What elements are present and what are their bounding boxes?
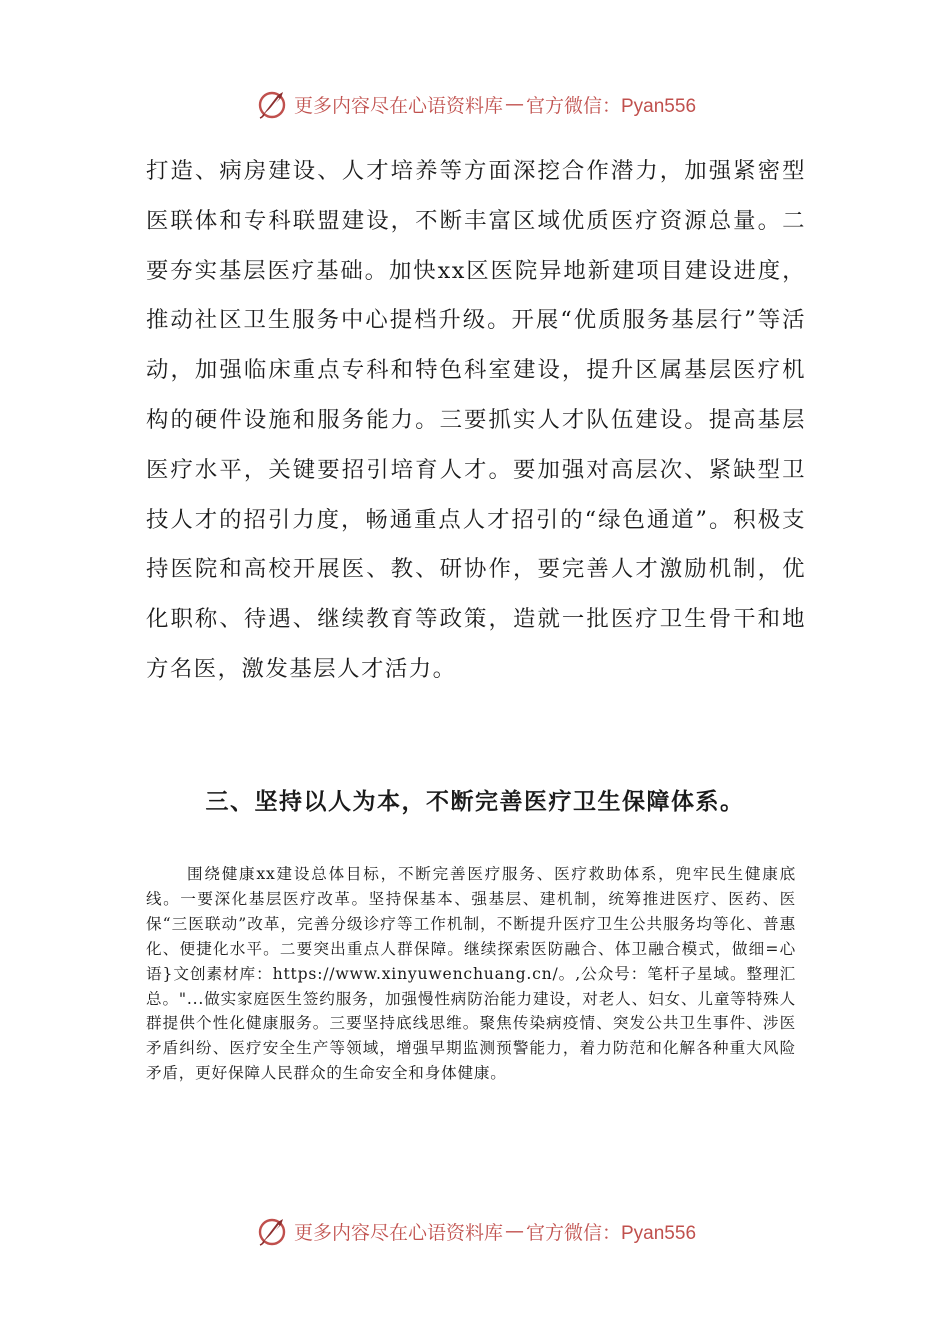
- footer-banner: [0, 1211, 950, 1251]
- header-banner: [0, 84, 950, 124]
- banner-separator: —: [505, 1220, 524, 1242]
- section-paragraph: 围绕健康xx建设总体目标，不断完善医疗服务、医疗救助体系，兜牢民生健康底线。一要深化基层医疗改革。坚持保基本、强基层、建机制，统筹推进医疗、医药、医保“三医联动”改革，完善分级诊疗等工作机制，不断提升医疗卫生公共服务均等化、普惠化、便捷化水平。二要突出重点人群保障。继续探索医防融合、体卫融合模式，做细=心语}文创素材库：https://www.xinyuwenchuang.cn/。,公众号：笔杆子星域。整理汇总。"...做实家庭医生签约服务，加强慢性病防治能力建设，对老人、妇女、儿童等特殊人群提供个性化健康服务。三要坚持底线思维。聚焦传染病疫情、突发公共卫生事件、涉医矛盾纠纷、医疗安全生产等领域，增强早期监测预警能力，着力防范和化解各种重大风险矛盾，更好保障人民群众的生命安全和身体健康。: [146, 865, 796, 1083]
- banner-brand: 更多内容尽在心语资料库: [293, 1221, 503, 1244]
- banner-separator: —: [505, 93, 524, 115]
- quill-pen-logo-icon: [254, 1213, 290, 1249]
- continued-paragraph: 打造、病房建设、人才培养等方面深挖合作潜力，加强紧密型医联体和专科联盟建设，不断丰富区域优质医疗资源总量。二要夯实基层医疗基础。加快xx区医院异地新建项目建设进度，推动社区卫生服务中心提档升级。开展“优质服务基层行”等活动，加强临床重点专科和特色科室建设，提升区属基层医疗机构的硬件设施和服务能力。三要抓实人才队伍建设。提高基层医疗水平，关键要招引培育人才。要加强对高层次、紧缺型卫技人才的招引力度，畅通重点人才招引的“绿色通道”。积极支持医院和高校开展医、教、研协作，要完善人才激励机制，优化职称、待遇、继续教育等政策，造就一批医疗卫生骨干和地方名医，激发基层人才活力。: [146, 158, 806, 682]
- quill-pen-logo-icon: [254, 86, 290, 122]
- banner-wechat: 官方微信：Pyan556: [526, 1222, 697, 1244]
- banner-brand: 更多内容尽在心语资料库: [293, 94, 503, 117]
- section-heading: 三、坚持以人为本，不断完善医疗卫生保障体系。: [205, 788, 745, 815]
- banner-wechat: 官方微信：Pyan556: [526, 95, 697, 117]
